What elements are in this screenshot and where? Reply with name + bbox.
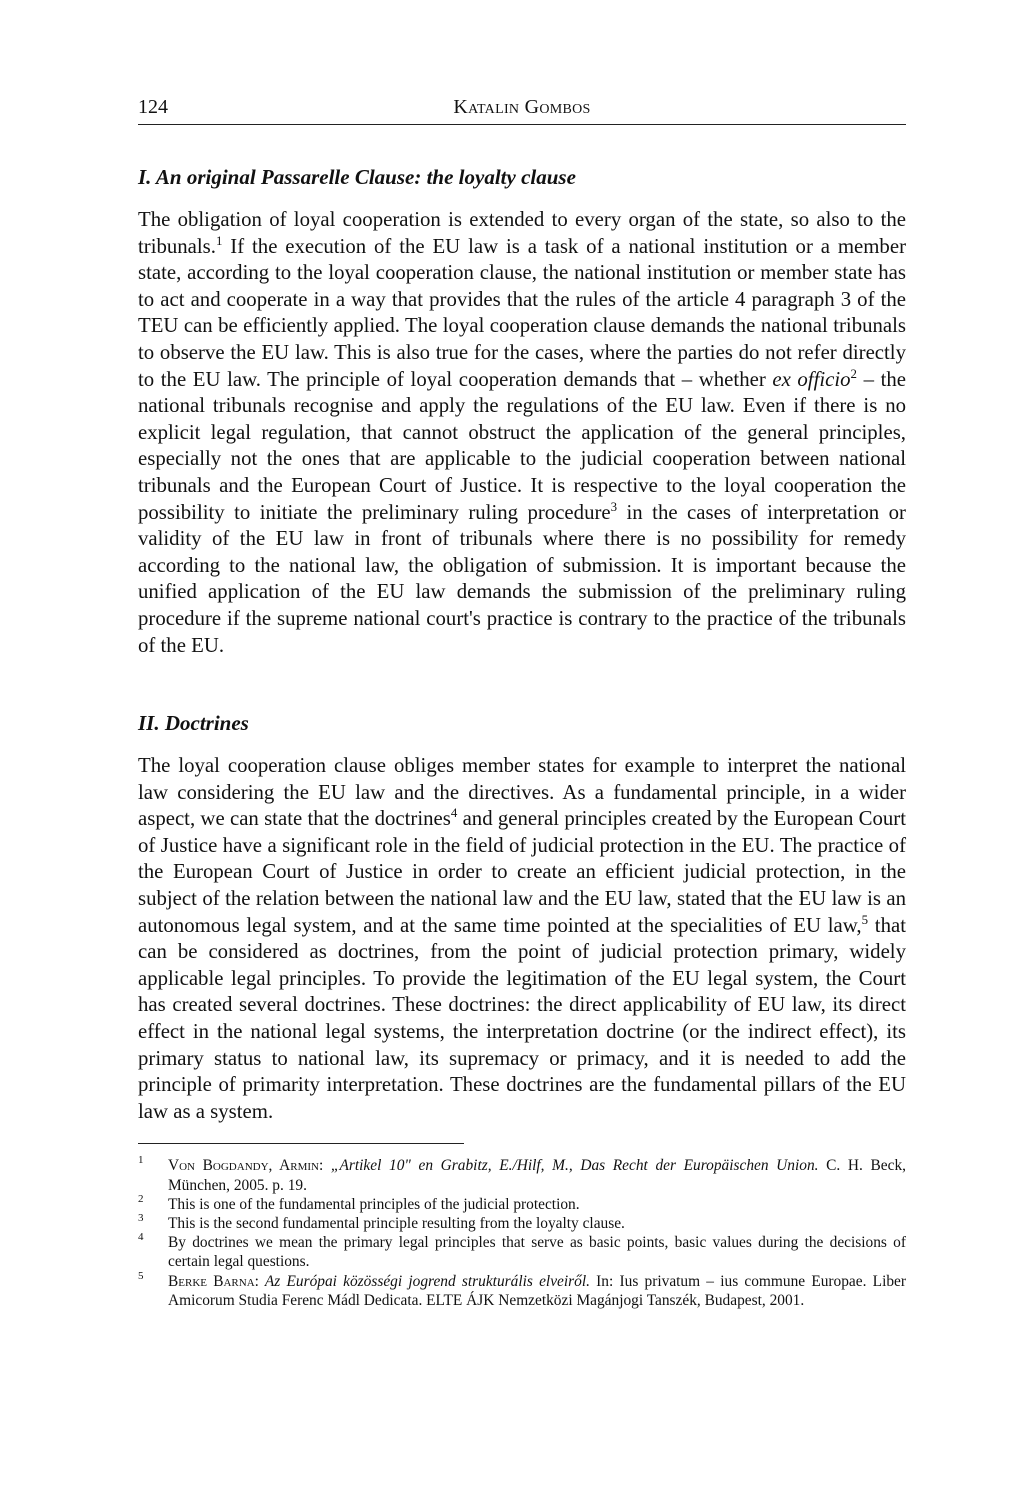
- page: [138, 90, 906, 1310]
- paragraph-text: – the national tribunals recognise and apply the regulations of the EU law. Even if there is no explicit legal regulation, that cannot obstruct the application of the general principles, especially not the ones that are applicable to the judicial cooperation between national tribunals and the European Court of Justice. It is respective to the loyal cooperation the possibility to initiate the preliminary ruling procedure: [138, 367, 906, 524]
- section-heading-loyalty-clause: I. An original Passarelle Clause: the loyalty clause: [138, 165, 576, 189]
- footnote-text: C. H. Beck, München, 2005. p. 19.: [168, 1157, 906, 1194]
- footnote-text: This is the second fundamental principle resulting from the loyalty clause.: [168, 1215, 625, 1233]
- paragraph-text: in the cases of interpretation or validity of the EU law in front of tribunals where there is no possibility for remedy according to the national law, the obligation of submission. It is important because the unified application of the EU law demands the submission of the preliminary ruling procedure if the supreme national court's practice is contrary to the practice of the tribunals of the EU.: [138, 500, 906, 657]
- paragraph-text: and general principles created by the European Court of Justice have a significant role in the field of judicial protection in the EU. The practice of the European Court of Justice in order to create an efficient judicial protection, in the subject of the relation between the national law and the EU law, stated that the EU law is an autonomous legal system, and at the same time pointed at the specialities of EU law,: [138, 807, 907, 937]
- footnote-author: Von Bogdandy, Armin:: [168, 1157, 324, 1175]
- footnote-number: 2: [138, 1192, 144, 1205]
- footnote-ref-4: 4: [450, 806, 458, 821]
- page-number: 124: [138, 96, 168, 118]
- paragraph-text: If the execution of the EU law is a task of a national institution or a member state, according to the loyal cooperation clause, the national institution or member state has to act and cooperate in a way that provides that the rules of the article 4 paragraph 3 of the TEU can be efficiently applied. The loyal cooperation clause demands the national tribunals to observe the EU law. This is also true for the cases, where the parties do not refer directly to the EU law. The principle of loyal cooperation demands that – whether: [138, 234, 906, 391]
- footnote-number: 1: [138, 1154, 144, 1167]
- paragraph-text: The loyal cooperation clause obliges member states for example to interpret the national law considering the EU law and the directives. As a fundamental principle, in a wider aspect, we can state that the doctrines: [138, 754, 906, 831]
- footnote-title: „Artikel 10" en Grabitz, E./Hilf, M., Das Recht der Europäischen Union.: [323, 1157, 819, 1175]
- footnote-text: This is one of the fundamental principles of the judicial protection.: [168, 1195, 580, 1213]
- footnote-number: 3: [138, 1212, 144, 1225]
- footnote-ref-3: 3: [610, 499, 618, 514]
- paragraph-loyal-cooperation: [138, 207, 906, 659]
- paragraph-text: that can be considered as doctrines, from the point of judicial protection primary, widely applicable legal principles. To provide the legitimation of the EU legal system, the Court has created several doctrines. These doctrines: the direct applicability of EU law, its direct effect in the national legal systems, the interpretation doctrine (or the indirect effect), its primary status to national law, its supremacy or primacy, and it is needed to add the principle of primarity interpretation. These doctrines are the fundamental pillars of the EU law as a system.: [138, 913, 906, 1123]
- footnote-number: 4: [138, 1231, 144, 1244]
- footnote-4: [138, 1233, 906, 1271]
- footnote-ref-5: 5: [861, 912, 869, 927]
- footnote-ref-2: 2: [850, 366, 857, 381]
- footnote-rule: [138, 1143, 464, 1144]
- footnote-1: [138, 1156, 906, 1194]
- paragraph-doctrines: [138, 753, 906, 1125]
- running-head: [138, 90, 906, 124]
- footnote-author: Berke Barna:: [168, 1272, 259, 1290]
- footnote-title: Az Európai közösségi jogrend strukturális elveiről.: [258, 1272, 590, 1290]
- section-heading-doctrines: II. Doctrines: [138, 711, 249, 736]
- footnote-ref-1: 1: [215, 233, 223, 248]
- footnote-5: [138, 1269, 906, 1310]
- footnote-text: In: Ius privatum – ius commune Europae. Liber Amicorum Studia Ferenc Mádl Dedicata. ELTE ÁJK Nemzetközi Magánjogi Tanszék, Budapest, 2001.: [168, 1272, 906, 1309]
- footnote-2: [138, 1192, 906, 1214]
- paragraph-text: The obligation of loyal cooperation is extended to every organ of the state, so also to the tribunals.: [138, 208, 906, 258]
- running-title-author: Katalin Gombos: [453, 96, 591, 118]
- footnote-number: 5: [138, 1269, 144, 1282]
- footnotes: [138, 1156, 906, 1310]
- header-rule: [138, 124, 906, 125]
- footnote-3: [138, 1214, 906, 1233]
- footnote-text: By doctrines we mean the primary legal principles that serve as basic points, basic values during the decisions of certain legal questions.: [168, 1234, 906, 1271]
- latin-term: ex officio: [772, 367, 851, 391]
